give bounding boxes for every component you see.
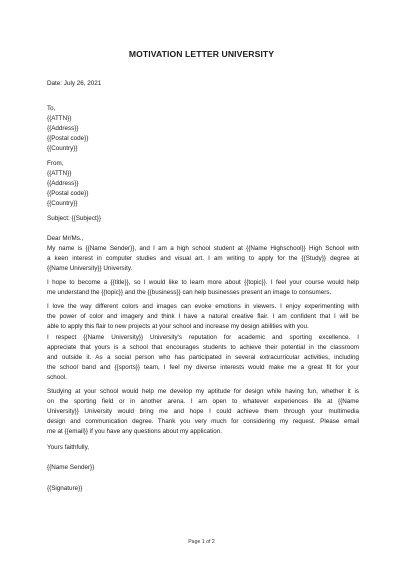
paragraph-4-line-5: school.: [47, 374, 67, 381]
sender-name: {{Name Sender}}: [47, 464, 95, 471]
paragraph-4-line-3: and outside it. As a social person who has participated in several extracurricular activities, including: [47, 354, 359, 361]
document-title: MOTIVATION LETTER UNIVERSITY: [128, 49, 275, 59]
to-label: To,: [47, 105, 56, 112]
subject-line: Subject: {{Subject}}: [47, 215, 101, 222]
paragraph-3-line-3: able to apply this flair to new projects at your school and increase my design abilities with you.: [47, 323, 309, 330]
paragraph-2-line-1: I hope to become a {{title}}, so I would like to learn more about {{topic}}. I feel your course would help: [47, 279, 359, 286]
to-postal-code: {{Postal code}}: [47, 135, 89, 142]
paragraph-5-line-1: Studying at your school would help me develop my aptitude for design while having fun, whether it is: [47, 388, 359, 395]
paragraph-3-line-1: I love the way different colors and images can evoke emotions in viewers. I enjoy experimenting with: [47, 303, 359, 310]
paragraph-5-line-3: University}} University would bring me and hope I could achieve them through your multimedia: [47, 408, 359, 415]
from-attn: {{ATTN}}: [47, 170, 72, 177]
to-address: {{Address}}: [47, 125, 79, 132]
from-postal-code: {{Postal code}}: [47, 190, 89, 197]
paragraph-1-line-2: a keen interest in computer studies and visual art. I am writing to apply for the {{Study}} degree at: [47, 255, 359, 262]
paragraph-4-line-2: appreciate that yours is a school that encourages students to achieve their potential in the classroom: [47, 344, 359, 351]
paragraph-5-line-2: on the sporting field or in another arena. I am open to whatever experiences life at {{Name: [47, 398, 359, 405]
closing: Yours faithfully,: [47, 444, 90, 451]
from-country: {{Country}}: [47, 200, 78, 207]
from-label: From,: [47, 160, 64, 167]
paragraph-4-line-1: I respect {{Name University}} University's reputation for academic and sporting excellence. I: [47, 334, 359, 341]
paragraph-5-line-5: me at {{email}} if you have any questions about my application.: [47, 428, 223, 435]
signature: {{Signature}}: [47, 485, 83, 492]
date-line: Date: July 26, 2021: [47, 80, 102, 87]
to-country: {{Country}}: [47, 145, 78, 152]
to-attn: {{ATTN}}: [47, 115, 72, 122]
paragraph-2-line-2: me understand the {{topic}} and the {{business}} can help businesses present an image to consumers.: [47, 289, 332, 296]
paragraph-3-line-2: the power of color and imagery and think I have a natural creative flair. I am confident that I will be: [47, 313, 359, 320]
paragraph-1-line-3: {{Name University}} University.: [47, 265, 133, 272]
paragraph-1-line-1: My name is {{Name Sender}}, and I am a high school student at {{Name Highschool}} High School with: [47, 245, 359, 252]
paragraph-4-line-4: the school band and {{sports}} team, I feel my diverse interests would make me a great fit for your: [47, 364, 359, 371]
paragraph-5-line-4: design and communication degree. Thank you very much for considering my request. Please email: [47, 418, 359, 425]
from-address: {{Address}}: [47, 180, 79, 187]
page-number: Page 1 of 2: [188, 539, 215, 545]
salutation: Dear Mr/Ms.,: [47, 235, 84, 242]
